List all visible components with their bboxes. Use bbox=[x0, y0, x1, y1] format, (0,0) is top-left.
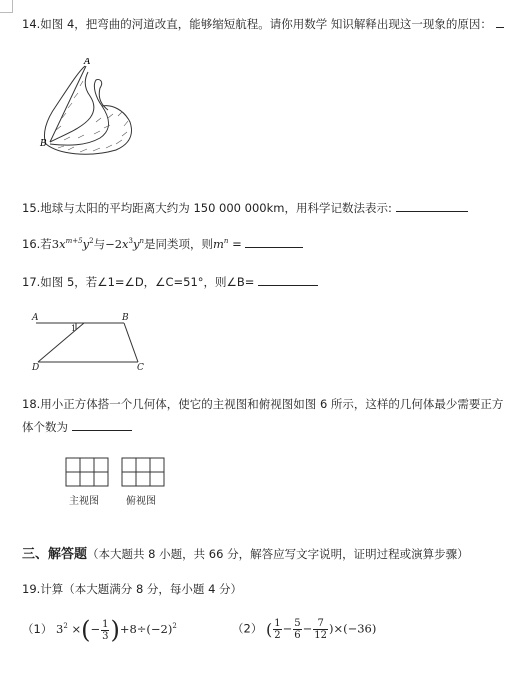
angle-label-1: 1 bbox=[71, 324, 77, 333]
question-15-text: 15.地球与太阳的平均距离大约为 150 000 000km，用科学记数法表示: bbox=[22, 201, 392, 215]
vertex-label-b: B bbox=[122, 313, 129, 323]
question-16-mid: 与 bbox=[93, 237, 106, 251]
term-1: 3xm+5y2 bbox=[51, 237, 94, 251]
vertex-label-c: C bbox=[137, 363, 144, 373]
question-14 bbox=[22, 16, 504, 32]
question-18-text-1: 18.用小正方体搭一个几何体，使它的主视图和俯视图如图 6 所示，这样的几何体最少需要正方 bbox=[22, 397, 504, 411]
question-18-line1 bbox=[22, 396, 503, 412]
p2-f3-num: 7 bbox=[313, 618, 328, 630]
p1-base: 3 bbox=[55, 622, 64, 636]
p1-times: × bbox=[71, 622, 82, 636]
answer-blank-16[interactable] bbox=[245, 236, 303, 248]
answer-blank-14[interactable] bbox=[496, 16, 504, 28]
straight-channel-line bbox=[50, 66, 86, 142]
question-19-title: 19.计算（本大题满分 8 分，每小题 4 分） bbox=[22, 582, 243, 596]
answer-base-m: m bbox=[213, 237, 224, 251]
p2-rest: )×(−36) bbox=[329, 621, 377, 636]
question-16-prefix: 16.若 bbox=[22, 237, 52, 251]
caption-top-view: 俯视图 bbox=[126, 496, 156, 507]
p2-f1-den: 2 bbox=[274, 630, 281, 641]
problem-19-1: （1） 32 ×(− $\frac{1}{3}$ )+8÷(−2)2 bbox=[22, 616, 177, 644]
p1-frac-sign: − bbox=[90, 622, 101, 636]
river-label-b: B bbox=[40, 139, 47, 149]
vertex-label-d: D bbox=[32, 363, 40, 373]
p2-minus-1: − bbox=[282, 621, 293, 636]
river-label-a: A bbox=[84, 58, 91, 67]
problem-19-1-label: （1） bbox=[22, 622, 53, 636]
question-18-line2 bbox=[22, 419, 132, 435]
p2-fraction-2 bbox=[293, 618, 301, 641]
p2-f1-num: 1 bbox=[274, 618, 281, 629]
term-1-coef: 3 bbox=[51, 237, 60, 251]
segment-bc bbox=[124, 323, 138, 362]
p2-f2-den: 6 bbox=[294, 630, 301, 641]
section-3-note: （本大题共 8 小题，共 66 分，解答应写文字说明，证明过程或演算步骤） bbox=[87, 547, 469, 561]
problem-19-2-label: （2） bbox=[232, 621, 263, 636]
answer-blank-18[interactable] bbox=[72, 419, 132, 431]
question-17-text: 17.如图 5，若∠1=∠D，∠C=51°，则∠B= bbox=[22, 275, 255, 289]
trapezoid-figure bbox=[28, 310, 158, 374]
view-grids bbox=[64, 456, 174, 490]
question-18-text-2: 体个数为 bbox=[22, 420, 68, 434]
answer-blank-15[interactable] bbox=[396, 200, 468, 212]
answer-blank-17[interactable] bbox=[258, 274, 318, 286]
p1-rest: +8÷(−2) bbox=[119, 622, 173, 636]
section-3-heading bbox=[22, 543, 469, 562]
p2-fraction-3 bbox=[313, 618, 328, 641]
p2-minus-2: − bbox=[302, 621, 313, 636]
p2-f2-num: 5 bbox=[294, 618, 301, 629]
term-2-var-x: x bbox=[122, 237, 129, 251]
question-14-text: 14.如图 4，把弯曲的河道改直，能够缩短航程。请你用数学 知识解释出现这一现象的原因： bbox=[22, 17, 492, 31]
caption-front-view: 主视图 bbox=[69, 496, 99, 507]
river-figure bbox=[38, 58, 138, 168]
page-corner-mark bbox=[0, 0, 13, 13]
question-16-mid2: 是同类项，则 bbox=[144, 237, 213, 251]
term-1-var-y: y bbox=[82, 237, 90, 251]
term-2-var-y: y bbox=[132, 237, 140, 251]
river-inner-bank-2 bbox=[50, 106, 109, 145]
answer-expression: mn bbox=[213, 237, 229, 251]
segment-diagonal-d bbox=[38, 323, 84, 362]
p1-fraction bbox=[101, 619, 109, 642]
term-1-var-x: x bbox=[59, 237, 66, 251]
term-2-coef: −2 bbox=[105, 237, 123, 251]
p2-fraction-1 bbox=[273, 618, 281, 641]
question-16 bbox=[22, 236, 303, 252]
p2-f3-den: 12 bbox=[314, 630, 327, 641]
question-15 bbox=[22, 200, 468, 216]
problem-19-2: （2） ( $\frac{1}{2}$ − $\frac{5}{6}$ − $\frac{7}{12}$ )×(−36) bbox=[232, 618, 377, 641]
vertex-label-a: A bbox=[32, 313, 39, 323]
section-3-title: 三、解答题 bbox=[22, 547, 88, 562]
river-outer-bank bbox=[44, 66, 131, 154]
p1-frac-den: 3 bbox=[102, 630, 109, 642]
p1-frac-num: 1 bbox=[102, 618, 109, 630]
answer-equals: = bbox=[232, 237, 242, 251]
question-17 bbox=[22, 274, 318, 290]
term-2: −2x3yn bbox=[105, 237, 144, 251]
